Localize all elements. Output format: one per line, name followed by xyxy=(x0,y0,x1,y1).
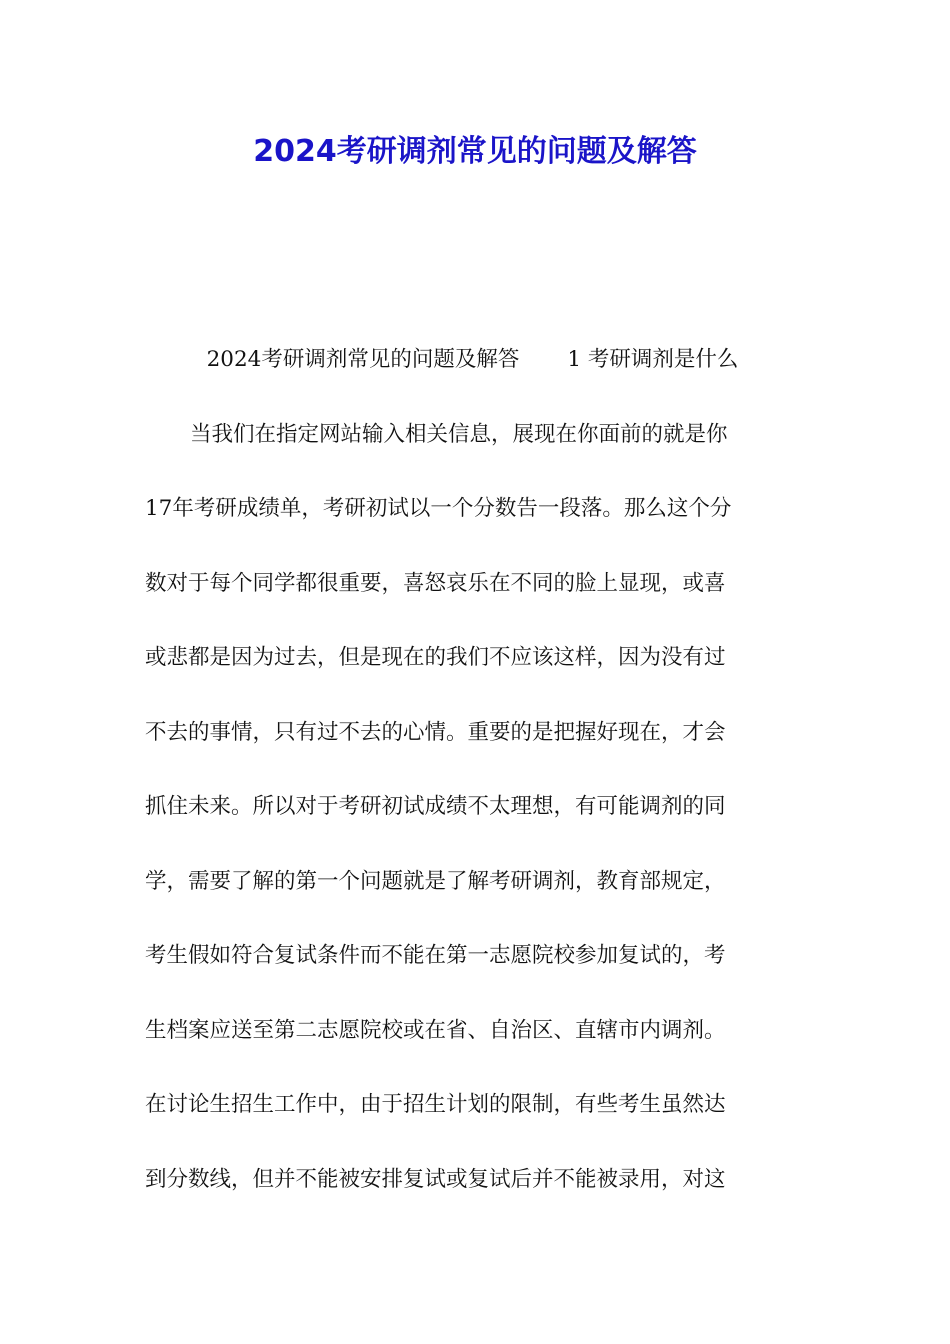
document-title: 2024考研调剂常见的问题及解答 xyxy=(253,134,697,169)
subheading-section: 1 考研调剂是什么 xyxy=(567,347,739,372)
paragraph-line: 数对于每个同学都很重要，喜怒哀乐在不同的脸上显现，或喜 xyxy=(145,570,726,596)
paragraph-line: 当我们在指定网站输入相关信息，展现在你面前的就是你 xyxy=(190,421,728,447)
paragraph-line: 不去的事情，只有过不去的心情。重要的是把握好现在，才会 xyxy=(145,719,726,745)
paragraph-line: 学，需要了解的第一个问题就是了解考研调剂，教育部规定， xyxy=(145,868,726,894)
paragraph-line: 抓住未来。所以对于考研初试成绩不太理想，有可能调剂的同 xyxy=(145,794,726,819)
subheading-line xyxy=(135,338,810,413)
document-body xyxy=(145,338,810,1232)
paragraph-line: 或悲都是因为过去，但是现在的我们不应该这样，因为没有过 xyxy=(145,645,726,670)
paragraph-line: 考生假如符合复试条件而不能在第一志愿院校参加复试的，考 xyxy=(145,943,726,968)
subheading-title: 2024考研调剂常见的问题及解答 xyxy=(206,347,520,372)
paragraph-line: 到分数线，但并不能被安排复试或复试后并不能被录用，对这 xyxy=(145,1166,726,1192)
paragraph-line: 在讨论生招生工作中，由于招生计划的限制，有些考生虽然达 xyxy=(145,1092,726,1117)
paragraph-line: 生档案应送至第二志愿院校或在省、自治区、直辖市内调剂。 xyxy=(145,1017,726,1043)
paragraph-line: 17年考研成绩单，考研初试以一个分数告一段落。那么这个分 xyxy=(145,496,732,521)
